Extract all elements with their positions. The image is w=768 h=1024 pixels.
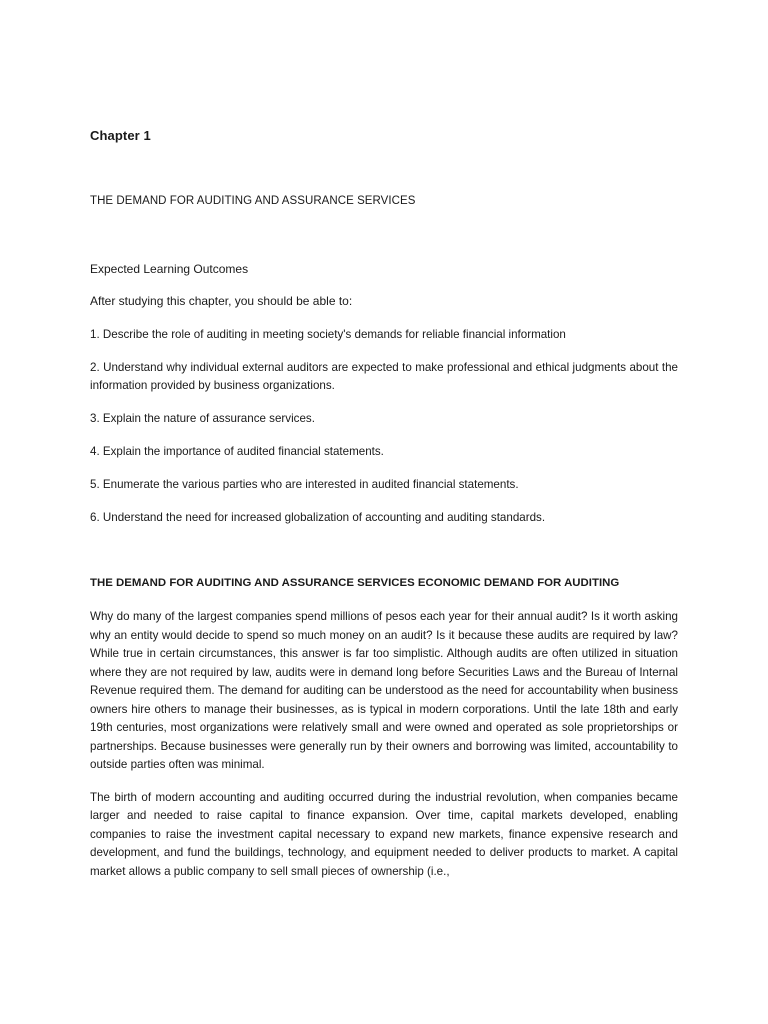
outcome-item: 5. Enumerate the various parties who are interested in audited financial statements. bbox=[90, 478, 519, 491]
chapter-label: Chapter 1 bbox=[90, 128, 151, 143]
outcome-item: 2. Understand why individual external auditors are expected to make professional and ethical judgments about the information provided by business organizations. bbox=[90, 361, 678, 392]
outcomes-intro: After studying this chapter, you should be able to: bbox=[90, 294, 353, 308]
section-heading: THE DEMAND FOR AUDITING AND ASSURANCE SERVICES ECONOMIC DEMAND FOR AUDITING bbox=[90, 577, 620, 589]
body-paragraph: The birth of modern accounting and auditing occurred during the industrial revolution, when companies became larger and needed to raise capital to finance expansion. Over time, capital markets developed, enabling companies to raise the investment capital necessary to expand new markets, finance expensive research and development, and fund the buildings, technology, and equipment needed to deliver products to market. A capital market allows a public company to sell small pieces of ownership (i.e., bbox=[90, 790, 678, 878]
outcome-item: 1. Describe the role of auditing in meeting society's demands for reliable financial information bbox=[90, 328, 566, 341]
outcomes-list bbox=[90, 326, 678, 542]
outcome-item: 4. Explain the importance of audited financial statements. bbox=[90, 445, 384, 458]
outcome-item: 6. Understand the need for increased globalization of accounting and auditing standards. bbox=[90, 511, 546, 524]
body-text bbox=[90, 608, 678, 895]
chapter-title: THE DEMAND FOR AUDITING AND ASSURANCE SERVICES bbox=[90, 195, 416, 207]
outcomes-heading: Expected Learning Outcomes bbox=[90, 262, 249, 276]
outcome-item: 3. Explain the nature of assurance services. bbox=[90, 412, 315, 425]
body-paragraph: Why do many of the largest companies spend millions of pesos each year for their annual audit? Is it worth asking why an entity would decide to spend so much money on an audit? Is it because these audits are required by law? While true in certain circumstances, this answer is far too simplistic. Although audits are often utilized in situation where they are not required by law, audits were in demand long before Securities Laws and the Bureau of Internal Revenue required them. The demand for auditing can be understood as the need for accountability when business owners hire others to manage their businesses, as is typical in modern corporations. Until the late 18th and early 19th centuries, most organizations were relatively small and were owned and operated as sole proprietorships or partnerships. Because businesses were generally run by their owners and borrowing was limited, accountability to outside parties often was minimal. bbox=[90, 610, 678, 771]
